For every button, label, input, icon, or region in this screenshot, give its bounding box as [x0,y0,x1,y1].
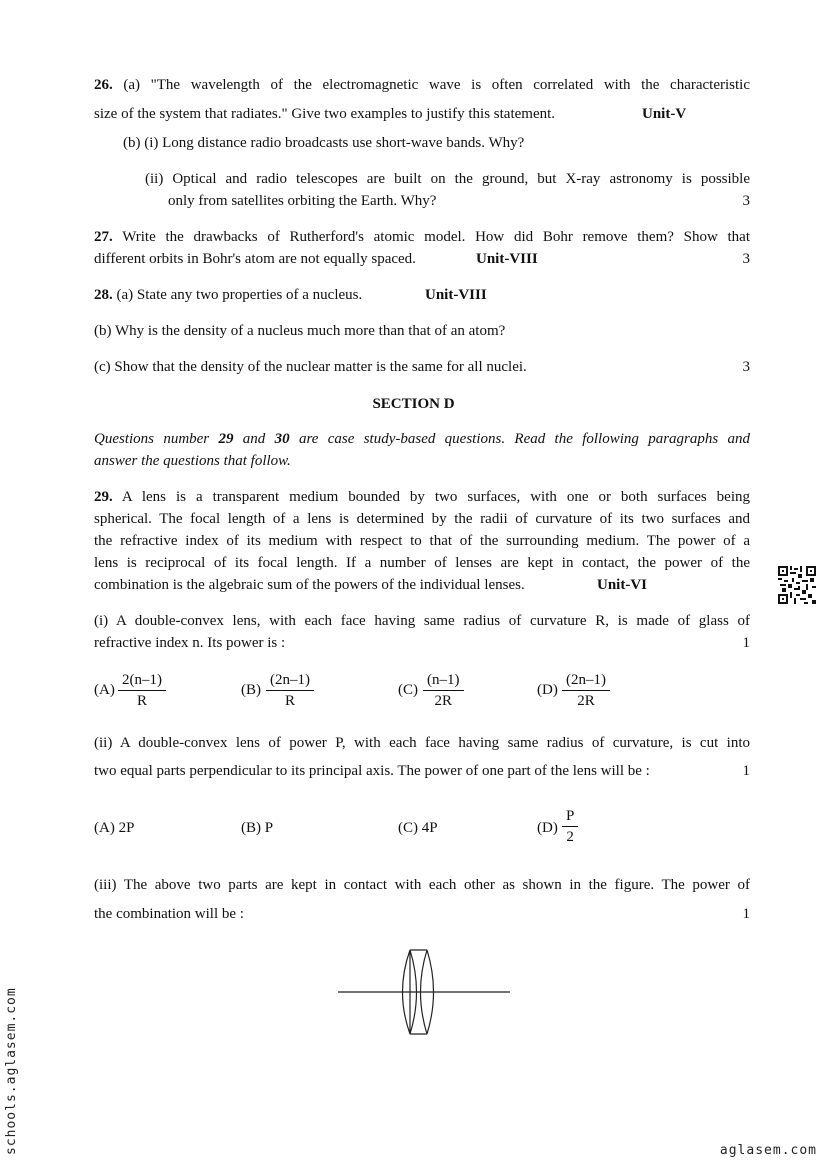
q26-a-text: (a) "The wavelength of the electromagnetic wave is often correlated with the characteristic [123,77,750,93]
q29-i-option-d-label[interactable]: (D) [537,682,558,698]
q27-line1 [94,226,750,248]
q28-unit: Unit-VIII [425,287,487,303]
frac-num: (2n–1) [266,670,314,691]
q29-iii-line2: the combination will be : [94,906,244,922]
q29-p1-text: A lens is a transparent medium bounded by two surfaces, with one or both surfaces being [121,489,750,505]
q26-unit: Unit-V [642,106,687,122]
qr-code [778,566,816,604]
side-watermark: schools.aglasem.com [4,987,19,1155]
q27-line2 [94,248,750,270]
frac-num: P [562,806,578,827]
q26-a-text-2: size of the system that radiates." Give two examples to justify this statement. [94,106,556,122]
q29-p5: combination is the algebraic sum of the powers of the individual lenses. [94,577,525,593]
q26-b-i: (b) (i) Long distance radio broadcasts use short-wave bands. Why? [123,135,525,151]
intro-pre: Questions number [94,431,219,447]
footer-watermark: aglasem.com [719,1143,817,1158]
frac-den: R [284,693,295,709]
q29-p2: spherical. The focal length of a lens is determined by the radii of curvature of its two surfaces and [94,511,750,527]
q29-ii-option-d-label[interactable]: (D) [537,820,558,836]
q28-marks: 3 [742,359,750,375]
q28-number: 28. [94,287,113,303]
frac-den: 2R [434,693,452,709]
section-intro-line2: answer the questions that follow. [94,453,291,469]
q29-i-line1: (i) A double-convex lens, with each face having same radius of curvature R, is made of glass of [94,613,750,629]
q27-number: 27. [94,229,113,245]
q28-a [94,284,750,306]
q29-iii-marks: 1 [742,906,750,922]
frac-num: (2n–1) [562,670,610,691]
q29-unit: Unit-VI [597,577,648,593]
intro-n2: 30 [274,431,290,447]
q29-number: 29. [94,489,113,505]
frac-den: 2 [566,829,574,845]
q27-marks: 3 [742,251,750,267]
q29-p3: the refractive index of its medium with respect to that of the surrounding medium. The power of a [94,533,750,549]
q27-text: Write the drawbacks of Rutherford's atomic model. How did Bohr remove them? Show that [122,229,750,245]
q29-ii-marks: 1 [742,763,750,779]
q28-a-text: (a) State any two properties of a nucleus. [116,287,363,303]
lens-figure [330,940,520,1040]
frac-num: (n–1) [423,670,464,691]
q29-ii-line2: two equal parts perpendicular to its principal axis. The power of one part of the lens will be : [94,763,650,779]
q29-i-option-b-label[interactable]: (B) [241,682,261,698]
q26-b-ii-line2: only from satellites orbiting the Earth. Why? [168,193,437,209]
q28-b: (b) Why is the density of a nucleus much more than that of an atom? [94,323,506,339]
q29-p1 [94,486,750,508]
frac-num: 2(n–1) [118,670,166,691]
q29-i-option-c-fraction[interactable] [423,670,464,711]
intro-and: and [233,431,275,447]
q29-i-option-a-label[interactable]: (A) [94,682,115,698]
q29-i-marks: 1 [742,635,750,651]
q29-iii-line1: (iii) The above two parts are kept in contact with each other as shown in the figure. The power of [94,877,750,893]
q29-i-option-c-label[interactable]: (C) [398,682,418,698]
q29-i-line2: refractive index n. Its power is : [94,635,286,651]
intro-n1: 29 [218,431,234,447]
q29-i-option-a-fraction[interactable] [118,670,166,711]
q29-i-option-d-fraction[interactable] [562,670,610,711]
q29-ii-line1: (ii) A double-convex lens of power P, with each face having same radius of curvature, is cut into [94,735,750,751]
q29-p4: lens is reciprocal of its focal length. If a number of lenses are kept in contact, the power of the [94,555,750,571]
frac-den: R [136,693,147,709]
q26-b-ii-line1: (ii) Optical and radio telescopes are built on the ground, but X-ray astronomy is possible [145,171,750,187]
q27-unit: Unit-VIII [476,251,538,267]
q29-ii-option-d-fraction[interactable] [562,806,578,847]
q29-i-option-b-fraction[interactable] [266,670,314,711]
q29-ii-option-a[interactable]: (A) 2P [94,820,135,836]
q27-text-2: different orbits in Bohr's atom are not equally spaced. [94,251,416,267]
q29-ii-option-b[interactable]: (B) P [241,820,274,836]
q29-ii-option-c[interactable]: (C) 4P [398,820,438,836]
frac-den: 2R [577,693,595,709]
q26-line1 [94,74,750,96]
q26-marks: 3 [742,193,750,209]
intro-post: are case study-based questions. Read the following paragraphs and [289,431,751,447]
section-intro-line1 [94,428,750,450]
section-title: SECTION D [372,396,455,412]
q28-c: (c) Show that the density of the nuclear matter is the same for all nuclei. [94,359,527,375]
q26-number: 26. [94,77,113,93]
